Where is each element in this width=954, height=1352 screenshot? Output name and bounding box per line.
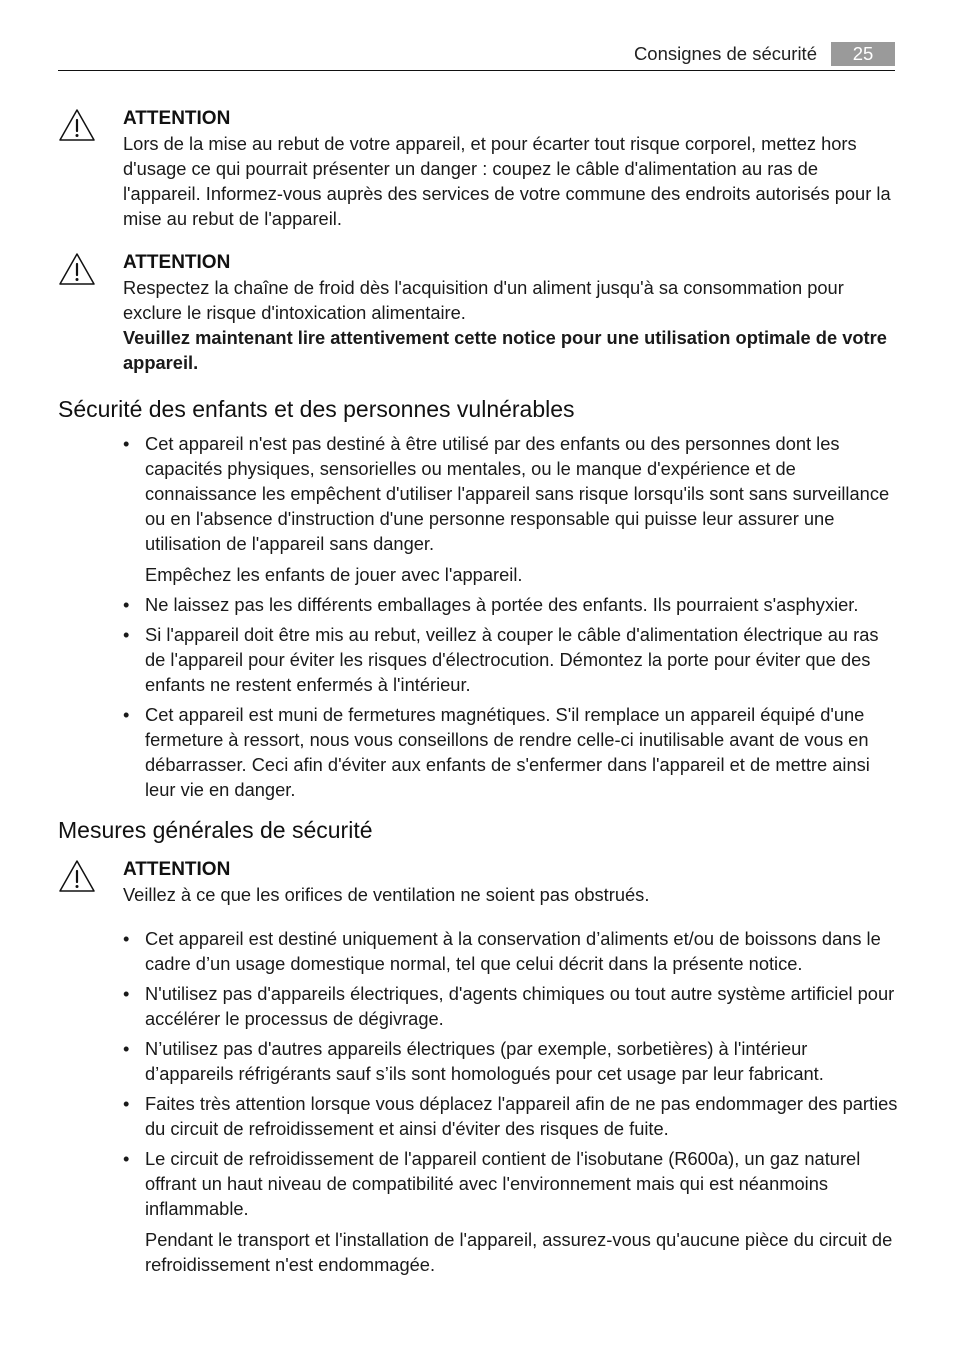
running-header-title: Consignes de sécurité <box>633 43 817 64</box>
bullet-icon: • <box>123 433 130 454</box>
warning-text: Veillez à ce que les orifices de ventilation ne soient pas obstrués. <box>123 884 650 905</box>
list-item-text: N'utilisez pas d'appareils électriques, d'agents chimiques ou tout autre système artificiel pour accélérer le processus de dégivrage. <box>145 983 895 1029</box>
warning-text: Respectez la chaîne de froid dès l'acquisition d'un aliment jusqu'à sa consommation pour exclure le risque d'intoxication alimentaire. <box>123 277 844 323</box>
list-item-text: Cet appareil est destiné uniquement à la conservation d’aliments et/ou de boissons dans le cadre d’un usage domestique normal, tel que celui décrit dans la présente notice. <box>145 928 881 974</box>
page-number: 25 <box>831 42 895 66</box>
warning-text: Lors de la mise au rebut de votre appareil, et pour écarter tout risque corporel, mettez hors d'usage ce qui pourrait présenter un danger : coupez le câble d'alimentation au ras de l'appareil. Informez-vous auprès des services de votre commune des endroits autorisés pour la mise au rebut de l'appareil. <box>123 133 891 229</box>
bullet-icon: • <box>123 704 130 725</box>
list-item-extra-text: Empêchez les enfants de jouer avec l'appareil. <box>145 564 523 585</box>
list-item <box>123 926 898 976</box>
list-item-text: Le circuit de refroidissement de l'appareil contient de l'isobutane (R600a), un gaz naturel offrant un haut niveau de compatibilité avec l'environnement mais qui est néanmoins inflammable. <box>145 1148 861 1219</box>
list-item <box>123 1091 898 1141</box>
list-item <box>123 981 898 1031</box>
list-item-extra-text: Pendant le transport et l'installation de l'appareil, assurez-vous qu'aucune pièce du circuit de refroidissement n'est endommagée. <box>145 1229 893 1275</box>
children-safety-list <box>123 431 898 807</box>
bullet-icon: • <box>123 594 130 615</box>
warning-title: ATTENTION <box>123 108 231 129</box>
warning-triangle-icon <box>58 108 96 142</box>
warning-triangle-icon <box>58 252 96 286</box>
bullet-icon: • <box>123 928 130 949</box>
warning-block <box>123 858 898 907</box>
header-divider <box>58 70 895 71</box>
list-item <box>123 592 898 617</box>
general-safety-list <box>123 926 898 1282</box>
warning-title: ATTENTION <box>123 252 231 273</box>
list-item-text: Cet appareil est muni de fermetures magnétiques. S'il remplace un appareil équipé d'une fermeture à ressort, nous vous conseillons de rendre celle-ci inutilisable avant de vous en débarrasser. Ceci afin d'éviter aux enfants de s'enfermer dans l'appareil et de mettre ainsi leur vie en danger. <box>145 704 870 800</box>
list-item <box>123 1146 898 1277</box>
warning-block <box>123 107 898 231</box>
list-item <box>123 431 898 587</box>
warning-block <box>123 251 898 375</box>
list-item-text: N’utilisez pas d'autres appareils électriques (par exemple, sorbetières) à l'intérieur d’appareils réfrigérants sauf s’ils sont homologués pour cet usage par leur fabricant. <box>145 1038 824 1084</box>
list-item <box>123 622 898 697</box>
list-item <box>123 1036 898 1086</box>
bullet-icon: • <box>123 624 130 645</box>
bullet-icon: • <box>123 1093 130 1114</box>
warning-bold-text: Veuillez maintenant lire attentivement cette notice pour une utilisation optimale de votre appareil. <box>123 327 887 373</box>
bullet-icon: • <box>123 1038 130 1059</box>
list-item <box>123 702 898 802</box>
list-item-text: Ne laissez pas les différents emballages à portée des enfants. Ils pourraient s'asphyxier. <box>145 594 859 615</box>
bullet-icon: • <box>123 1148 130 1169</box>
warning-title: ATTENTION <box>123 859 231 880</box>
bullet-icon: • <box>123 983 130 1004</box>
section-title-children-safety: Sécurité des enfants et des personnes vulnérables <box>58 396 575 422</box>
warning-triangle-icon <box>58 859 96 893</box>
section-title-general-safety: Mesures générales de sécurité <box>58 817 373 843</box>
list-item-text: Cet appareil n'est pas destiné à être utilisé par des enfants ou des personnes dont les capacités physiques, sensorielles ou mentales, ou le manque d'expérience et de connaissance les empêchent d'utiliser l'appareil sans risque lorsqu'ils sont sans surveillance ou en l'absence d'instruction d'une personne responsable qui puisse leur assurer une utilisation de l'appareil sans danger. <box>145 433 890 554</box>
list-item-text: Si l'appareil doit être mis au rebut, veillez à couper le câble d'alimentation électrique au ras de l'appareil pour éviter les risques d'électrocution. Démontez la porte pour éviter que des enfants ne restent enfermés à l'intérieur. <box>145 624 879 695</box>
list-item-text: Faites très attention lorsque vous déplacez l'appareil afin de ne pas endommager des parties du circuit de refroidissement et ainsi d'éviter des risques de fuite. <box>145 1093 898 1139</box>
